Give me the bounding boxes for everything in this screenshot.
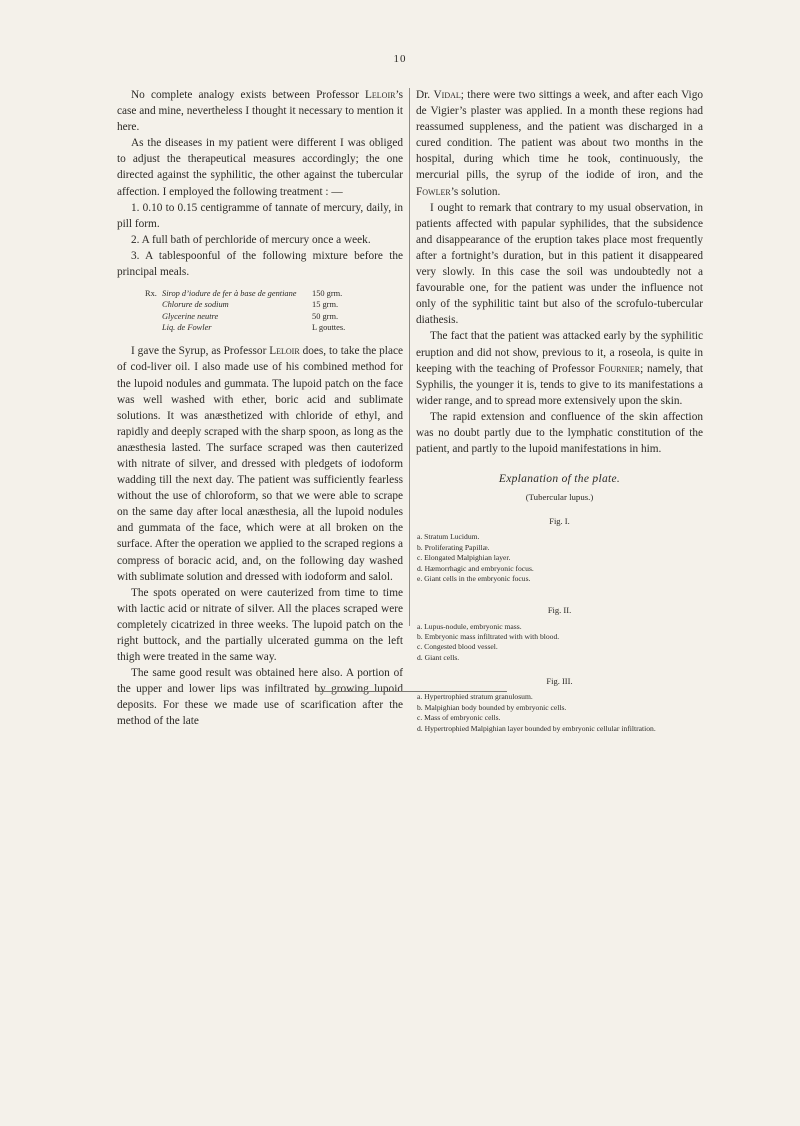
prescription-quantity: 150 grm. <box>312 289 343 299</box>
prescription-quantity: 15 grm. <box>312 300 339 310</box>
figure-label: Fig. II. <box>547 605 572 616</box>
author-name-vidal: Vidal <box>433 89 461 101</box>
legend-item: c. Congested blood vessel. <box>417 642 498 652</box>
author-name-leloir: Leloir <box>365 89 396 101</box>
legend-item: d. Giant cells. <box>417 652 460 662</box>
column-divider <box>409 88 410 626</box>
prescription-row <box>145 299 403 310</box>
left-column <box>117 87 403 730</box>
left-paragraph-2: As the diseases in my patient were different I was obliged to adjust the therapeutical measures accordingly; the one directed against the syphilitic, the other against the tubercular affection. I employed the following treatment : — <box>117 137 403 198</box>
left-paragraph-3: I gave the Syrup, as Professor Leloir does, to take the place of cod-liver oil. I also made use of his combined method for the lupoid nodules and gummata. The lupoid patch on the face was well washed with ether, boric acid and sublimate solutions. It was anæsthetized with chloride of ethyl, and rapidly and deeply scraped with the sharp spoon, as long as the anæsthesia lasted. The surface scraped was then cauterized with nitrate of silver, and dressed with pledgets of iodoform wadding till the next day. The patient was sufficiently fearless without the use of chloroform, so that we were able to scrape on the same day after local anæsthesia, all the lupoid nodules and gummata of the face, which were at all broken on the surface. After the operation we applied to the scraped regions a compress of boracic acid, and, on the following day washed with sublimate solution and dressed with iodoform and salol. <box>117 345 403 583</box>
legend-item: b. Malpighian body bounded by embryonic cells. <box>417 702 567 712</box>
legend-item: b. Proliferating Papillæ. <box>417 542 490 552</box>
prescription-quantity: L gouttes. <box>312 323 346 333</box>
prescription-quantity: 50 grm. <box>312 311 339 321</box>
figure-label: Fig. III. <box>546 676 573 687</box>
left-paragraph-5: The same good result was obtained here also. A portion of the upper and lower lips was infiltrated by growing lupoid deposits. For these we made use of scarification after the method of the late <box>117 667 403 728</box>
prescription-ingredient: Sirop d’iodure de fer à base de gentiane <box>162 289 297 299</box>
prescription-ingredient: Glycerine neutre <box>162 311 219 321</box>
legend-item: e. Giant cells in the embryonic focus. <box>417 574 531 584</box>
treatment-item-2: 2. A full bath of perchloride of mercury once a week. <box>131 233 371 246</box>
prescription-ingredient: Liq. de Fowler <box>162 323 212 333</box>
right-paragraph-1: Dr. Vidal; there were two sittings a week, and after each Vigo de Vigier’s plaster was applied. In a month these regions had reassumed suppleness, and the patient was discharged in a cured condition. The patient was about two months in the hospital, during which time he took, continuously, the mercurial pills, the syrup of the iodide of iron, and the Fowler’s solution. <box>416 89 703 198</box>
legend-item: a. Stratum Lucidum. <box>417 532 480 542</box>
prescription-row <box>145 311 403 322</box>
treatment-item-1: 1. 0.10 to 0.15 centigramme of tannate of mercury, daily, in pill form. <box>117 201 403 230</box>
legend-item: a. Lupus-nodule, embryonic mass. <box>417 621 522 631</box>
author-name-fournier: Fournier <box>598 362 641 375</box>
right-paragraph-4: The rapid extension and confluence of the skin affection was no doubt partly due to the lymphatic constitution of the patient, and partly to the lupoid manifestations in him. <box>416 410 703 456</box>
prescription-row <box>145 288 403 299</box>
legend-item: d. Hypertrophied Malpighian layer bounded by embryonic cellular infiltration. <box>417 723 656 733</box>
prescription-row <box>145 322 403 333</box>
legend-item: d. Hæmorrhagic and embryonic focus. <box>417 563 534 573</box>
left-paragraph-1: No complete analogy exists between Professor Leloir’s case and mine, nevertheless I thought it necessary to mention it here. <box>117 89 403 134</box>
figure-label: Fig. I. <box>549 516 570 527</box>
treatment-item-3: 3. A tablespoonful of the following mixture before the principal meals. <box>117 249 403 279</box>
left-paragraph-4: The spots operated on were cauterized from time to time with lactic acid or nitrate of silver. All the places scraped were completely cicatrized in three weeks. The lupoid patch on the right buttock, and the partially ulcerated gumma on the left thigh were treated in the same way. <box>117 586 403 664</box>
legend-item: b. Embryonic mass infiltrated with with blood. <box>417 631 560 641</box>
plate-subtitle: (Tubercular lupus.) <box>525 492 594 503</box>
author-name-leloir: Leloir <box>269 345 300 358</box>
figure-legend <box>416 692 703 734</box>
right-column <box>416 87 703 734</box>
legend-item: a. Hypertrophied stratum granulosum. <box>417 692 533 702</box>
right-paragraph-2: I ought to remark that contrary to my usual observation, in patients affected with papular syphilides, that the subsidence and disappearance of the eruption takes place most frequently after a fortnight’s duration, but in this patient it disappeared very slowly. In this case the soil was undoubtedly not a favourable one, for the patient was under the influence not only of the syphilitic taint but also of the scrofulo-tubercular diathesis. <box>416 201 703 327</box>
prescription-ingredient: Chlorure de sodium <box>162 300 229 310</box>
author-name-fowler: Fowler <box>416 185 451 198</box>
legend-item: c. Elongated Malpighian layer. <box>417 553 511 563</box>
right-paragraph-3: The fact that the patient was attacked early by the syphilitic eruption and did not show, previous to it, a roseola, is quite in keeping with the teaching of Professor Fournier; namely, that Syphilis, the younger it is, tends to give to its manifestations a wider range, and to spread more extensively upon the skin. <box>416 330 703 407</box>
prescription-block <box>145 288 403 333</box>
page-number: 10 <box>393 53 407 65</box>
plate-explanation <box>416 471 703 734</box>
plate-title: Explanation of the plate. <box>498 473 621 486</box>
prescription-rx-label: Rx. <box>145 289 157 299</box>
figure-legend <box>416 622 703 664</box>
figure-legend <box>416 532 703 584</box>
section-end-rule <box>317 691 507 692</box>
legend-item: c. Mass of embryonic cells. <box>417 713 501 723</box>
